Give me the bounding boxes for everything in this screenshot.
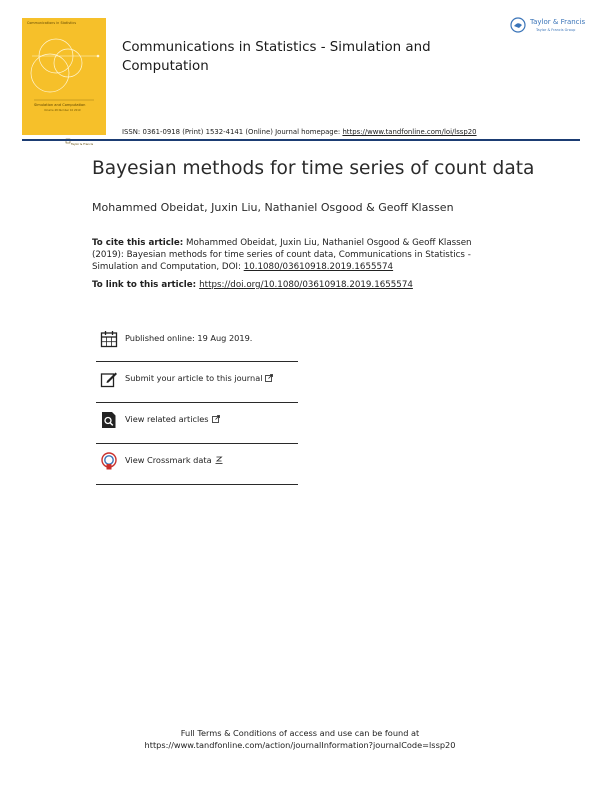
calendar-icon (100, 330, 118, 348)
published-online-text: Published online: 19 Aug 2019. (125, 333, 253, 343)
issn-line (122, 128, 477, 136)
cover-title-text: Simulation and Computation (34, 103, 86, 107)
published-online-row (96, 322, 298, 362)
submit-article-row[interactable] (96, 362, 298, 403)
citation-text: Mohammed Obeidat, Juxin Liu, Nathaniel Osgood & Geoff Klassen (2019): Bayesian methods for time series of count data, Communications in Statistics - Simulation and Computation, DOI: (92, 238, 472, 272)
search-document-icon (100, 411, 118, 429)
cover-top-text: Communications in Statistics (27, 21, 77, 25)
publisher-logo[interactable] (510, 16, 590, 36)
journal-homepage-link[interactable]: https://www.tandfonline.com/loi/lssp20 (342, 128, 477, 136)
journal-cover (22, 18, 106, 146)
footer-terms (0, 727, 600, 751)
external-link-icon (265, 374, 273, 382)
cover-artwork (22, 18, 106, 135)
citation-block (92, 237, 502, 273)
header-divider (22, 139, 580, 141)
crossmark-icon (100, 452, 118, 470)
edit-document-icon (100, 370, 118, 388)
related-articles-label: View related articles (125, 414, 209, 424)
footer-terms-url[interactable]: https://www.tandfonline.com/action/journalInformation?journalCode=lssp20 (144, 740, 456, 750)
submit-article-link[interactable] (125, 373, 273, 383)
submit-article-label: Submit your article to this journal (125, 373, 263, 383)
footer-terms-text: Full Terms & Conditions of access and use can be found at (180, 728, 420, 738)
citation-doi-link[interactable]: 10.1080/03610918.2019.1655574 (243, 262, 394, 272)
article-title: Bayesian methods for time series of count data (92, 158, 535, 179)
publisher-logo-tagline: Taylor & Francis Group (536, 28, 576, 32)
article-doi-url-link[interactable]: https://doi.org/10.1080/03610918.2019.1655574 (199, 280, 413, 290)
related-articles-row[interactable] (96, 403, 298, 444)
article-authors: Mohammed Obeidat, Juxin Liu, Nathaniel Osgood & Geoff Klassen (92, 201, 454, 214)
related-articles-link[interactable] (125, 414, 220, 424)
article-actions (96, 322, 298, 485)
crossmark-link[interactable] (125, 455, 223, 465)
crossmark-label: View Crossmark data (125, 455, 212, 465)
cover-publisher-text: Taylor & Francis (71, 142, 94, 146)
citation-label: To cite this article: (92, 238, 184, 248)
journal-title: Communications in Statistics - Simulation and Computation (122, 40, 431, 74)
article-link-label: To link to this article: (92, 280, 200, 290)
external-link-icon (212, 415, 220, 423)
article-link-block (92, 280, 413, 290)
publisher-logo-name: Taylor & Francis (530, 18, 586, 26)
issn-text: ISSN: 0361-0918 (Print) 1532-4141 (Online) Journal homepage: (122, 128, 343, 136)
external-link-icon (215, 456, 223, 464)
crossmark-row[interactable] (96, 444, 298, 485)
publisher-logo-icon (510, 17, 526, 33)
cover-subtitle-text: Volume 48 Number 10 2019 (44, 109, 81, 112)
